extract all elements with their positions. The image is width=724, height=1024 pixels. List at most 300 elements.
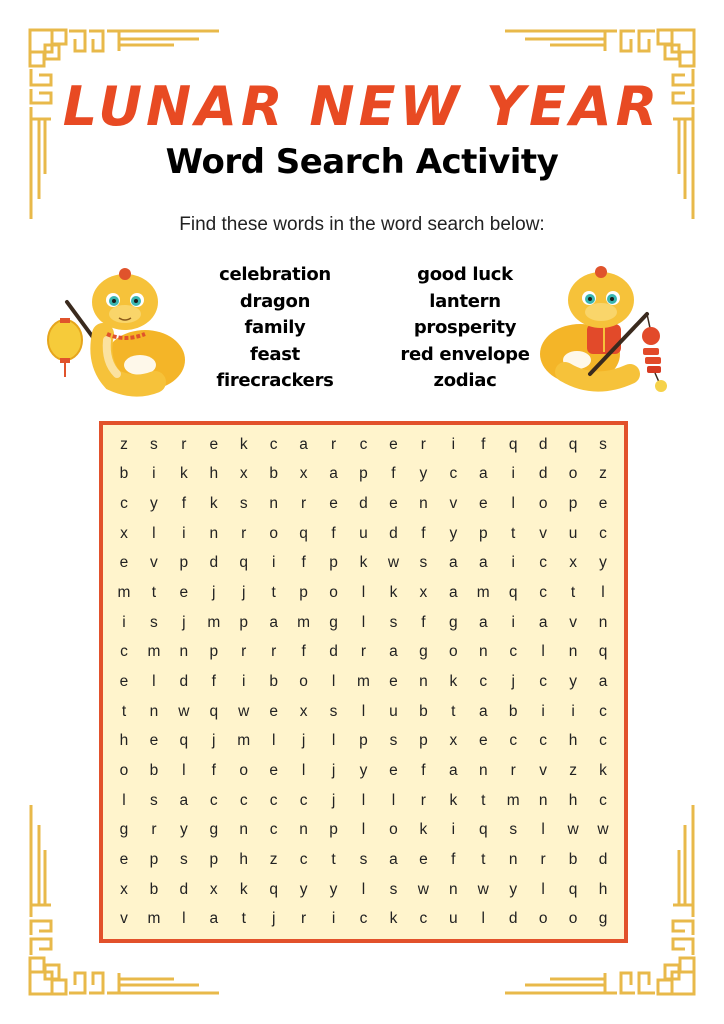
grid-cell[interactable]: c: [599, 791, 607, 809]
grid-cell[interactable]: w: [238, 702, 250, 720]
grid-cell[interactable]: r: [271, 643, 277, 661]
grid-cell[interactable]: j: [331, 791, 336, 809]
grid-cell[interactable]: z: [120, 435, 128, 453]
word-item: good luck: [417, 264, 513, 285]
grid-cell[interactable]: c: [120, 495, 128, 513]
grid-cell[interactable]: n: [419, 495, 428, 513]
grid-cell[interactable]: i: [182, 524, 186, 542]
grid-cell[interactable]: y: [329, 880, 338, 898]
grid-cell[interactable]: s: [389, 732, 398, 750]
grid-cell[interactable]: f: [391, 465, 396, 483]
grid-cell[interactable]: q: [209, 702, 219, 720]
grid-cell[interactable]: o: [329, 584, 338, 602]
grid-cell[interactable]: e: [478, 495, 488, 513]
grid-cell[interactable]: e: [269, 761, 278, 779]
grid-cell[interactable]: n: [568, 643, 578, 661]
grid-cell[interactable]: i: [511, 554, 515, 572]
grid-cell[interactable]: s: [329, 702, 338, 720]
grid-cell[interactable]: i: [511, 465, 515, 483]
grid-cell[interactable]: k: [209, 495, 218, 513]
grid-cell[interactable]: b: [119, 465, 129, 483]
word-search-grid: [99, 421, 628, 943]
grid-cell[interactable]: p: [359, 732, 368, 750]
grid-cell[interactable]: p: [568, 495, 578, 513]
grid-cell[interactable]: e: [209, 435, 219, 453]
grid-cell[interactable]: j: [242, 584, 246, 602]
grid-cell[interactable]: k: [239, 435, 248, 453]
grid-cell[interactable]: a: [449, 554, 458, 572]
grid-cell[interactable]: g: [419, 643, 428, 661]
grid-cell[interactable]: u: [389, 702, 398, 720]
grid-cell[interactable]: p: [329, 821, 338, 839]
grid-cell[interactable]: p: [478, 524, 488, 542]
grid-cell[interactable]: s: [239, 495, 248, 513]
grid-cell[interactable]: e: [119, 850, 129, 868]
grid-cell[interactable]: n: [538, 791, 548, 809]
grid-cell[interactable]: k: [389, 910, 398, 928]
grid-cell[interactable]: f: [181, 495, 186, 513]
grid-cell[interactable]: m: [357, 672, 370, 690]
word-item: family: [244, 317, 306, 338]
grid-cell[interactable]: r: [330, 435, 337, 453]
grid-cell[interactable]: t: [481, 850, 486, 868]
grid-cell[interactable]: z: [569, 761, 577, 779]
grid-cell[interactable]: b: [508, 702, 518, 720]
grid-cell[interactable]: m: [506, 791, 520, 809]
grid-cell[interactable]: c: [299, 791, 308, 809]
grid-cell[interactable]: o: [568, 910, 578, 928]
grid-cell[interactable]: v: [539, 761, 548, 779]
grid-cell[interactable]: y: [299, 880, 308, 898]
grid-cell[interactable]: i: [152, 465, 156, 483]
grid-cell[interactable]: l: [541, 821, 545, 839]
grid-cell[interactable]: x: [419, 584, 428, 602]
grid-cell[interactable]: s: [389, 880, 398, 898]
grid-cell[interactable]: z: [599, 465, 607, 483]
grid-cell[interactable]: d: [359, 495, 368, 513]
grid-cell[interactable]: f: [301, 643, 306, 661]
grid-cell[interactable]: l: [182, 910, 186, 928]
grid-cell[interactable]: w: [477, 880, 489, 898]
grid-cell[interactable]: f: [301, 554, 306, 572]
grid-cell[interactable]: l: [301, 761, 306, 779]
grid-cell[interactable]: f: [421, 761, 426, 779]
grid-cell[interactable]: n: [239, 821, 249, 839]
grid-cell[interactable]: q: [239, 554, 249, 572]
grid-cell[interactable]: l: [361, 702, 366, 720]
grid-cell[interactable]: x: [299, 465, 308, 483]
grid-cell[interactable]: y: [509, 880, 518, 898]
grid-cell[interactable]: r: [301, 910, 307, 928]
grid-cell[interactable]: c: [479, 672, 488, 690]
grid-cell[interactable]: l: [182, 761, 186, 779]
grid-cell[interactable]: l: [601, 584, 605, 602]
grid-cell[interactable]: t: [481, 791, 486, 809]
grid-cell[interactable]: o: [538, 495, 548, 513]
grid-cell[interactable]: l: [331, 732, 336, 750]
grid-cell[interactable]: r: [540, 850, 546, 868]
grid-cell[interactable]: a: [449, 584, 458, 602]
grid-cell[interactable]: t: [271, 584, 276, 602]
grid-cell[interactable]: h: [209, 465, 219, 483]
grid-cell[interactable]: i: [271, 554, 276, 572]
grid-cell[interactable]: f: [451, 850, 456, 868]
grid-cell[interactable]: y: [449, 524, 458, 542]
grid-cell[interactable]: j: [331, 761, 336, 779]
grid-cell[interactable]: g: [329, 613, 338, 631]
grid-cell[interactable]: k: [599, 761, 607, 779]
grid-cell[interactable]: e: [329, 495, 338, 513]
grid-cell[interactable]: y: [419, 465, 428, 483]
grid-cell[interactable]: s: [509, 821, 518, 839]
grid-cell[interactable]: r: [241, 643, 247, 661]
grid-cell[interactable]: x: [120, 880, 128, 898]
snake-mascot-right: [535, 262, 695, 397]
grid-cell[interactable]: e: [119, 672, 129, 690]
grid-cell[interactable]: j: [271, 910, 276, 928]
grid-cell[interactable]: p: [179, 554, 189, 572]
grid-cell[interactable]: l: [361, 821, 366, 839]
grid-cell[interactable]: w: [597, 821, 609, 839]
grid-cell[interactable]: b: [568, 850, 578, 868]
grid-cell[interactable]: d: [598, 850, 608, 868]
grid-cell[interactable]: c: [539, 672, 548, 690]
grid-cell[interactable]: x: [239, 465, 248, 483]
grid-cell[interactable]: s: [150, 791, 158, 809]
grid-cell[interactable]: c: [419, 910, 428, 928]
grid-cell[interactable]: p: [209, 850, 219, 868]
grid-cell[interactable]: c: [239, 791, 248, 809]
grid-cell[interactable]: i: [122, 613, 126, 631]
grid-cell[interactable]: f: [421, 524, 426, 542]
grid-cell[interactable]: v: [120, 910, 128, 928]
grid-cell[interactable]: x: [299, 702, 308, 720]
grid-cell[interactable]: n: [449, 880, 458, 898]
grid-cell[interactable]: a: [538, 613, 548, 631]
grid-cell[interactable]: e: [149, 732, 159, 750]
grid-cell[interactable]: l: [122, 791, 126, 809]
grid-cell[interactable]: l: [541, 880, 545, 898]
grid-cell[interactable]: c: [299, 850, 308, 868]
grid-cell[interactable]: h: [239, 850, 249, 868]
word-item: prosperity: [413, 317, 517, 338]
grid-cell[interactable]: r: [241, 524, 247, 542]
grid-cell[interactable]: c: [599, 702, 607, 720]
grid-cell[interactable]: o: [299, 672, 308, 690]
grid-cell[interactable]: l: [511, 495, 515, 513]
grid-cell[interactable]: r: [420, 435, 426, 453]
grid-cell[interactable]: d: [329, 643, 338, 661]
grid-cell[interactable]: m: [476, 584, 490, 602]
grid-cell[interactable]: d: [179, 672, 189, 690]
grid-cell[interactable]: f: [331, 524, 336, 542]
grid-cell[interactable]: c: [209, 791, 218, 809]
grid-cell[interactable]: e: [119, 554, 129, 572]
grid-cell[interactable]: k: [179, 465, 188, 483]
grid-cell[interactable]: r: [510, 761, 516, 779]
grid-cell[interactable]: i: [242, 672, 246, 690]
grid-cell[interactable]: i: [451, 435, 456, 453]
letter-grid: [109, 430, 618, 934]
grid-cell[interactable]: o: [239, 761, 249, 779]
grid-cell[interactable]: i: [511, 613, 515, 631]
grid-cell[interactable]: g: [598, 910, 608, 928]
grid-cell[interactable]: j: [212, 584, 216, 602]
grid-cell[interactable]: h: [568, 791, 578, 809]
grid-cell[interactable]: q: [179, 732, 189, 750]
grid-cell[interactable]: d: [179, 880, 189, 898]
grid-cell[interactable]: p: [209, 643, 219, 661]
grid-cell[interactable]: f: [481, 435, 486, 453]
word-item: dragon: [239, 290, 311, 312]
grid-cell[interactable]: n: [209, 524, 219, 542]
grid-cell[interactable]: m: [237, 732, 251, 750]
grid-cell[interactable]: o: [449, 643, 458, 661]
grid-cell[interactable]: q: [299, 524, 308, 542]
word-item: feast: [249, 343, 300, 365]
grid-cell[interactable]: a: [269, 613, 278, 631]
grid-cell[interactable]: s: [179, 850, 188, 868]
grid-cell[interactable]: k: [449, 791, 458, 809]
grid-cell[interactable]: a: [389, 643, 398, 661]
grid-cell[interactable]: t: [451, 702, 456, 720]
grid-cell[interactable]: a: [478, 702, 488, 720]
grid-cell[interactable]: w: [417, 880, 429, 898]
grid-cell[interactable]: t: [511, 524, 516, 542]
grid-cell[interactable]: a: [209, 910, 219, 928]
grid-cell[interactable]: i: [331, 910, 336, 928]
grid-cell[interactable]: b: [149, 761, 159, 779]
grid-cell[interactable]: n: [179, 643, 189, 661]
grid-cell[interactable]: q: [598, 643, 608, 661]
grid-cell[interactable]: d: [508, 910, 518, 928]
grid-cell[interactable]: k: [389, 584, 398, 602]
grid-cell[interactable]: j: [212, 732, 216, 750]
grid-cell[interactable]: c: [269, 435, 278, 453]
grid-cell[interactable]: q: [269, 880, 278, 898]
grid-cell[interactable]: a: [299, 435, 308, 453]
grid-cell[interactable]: r: [151, 821, 157, 839]
grid-cell[interactable]: p: [149, 850, 159, 868]
grid-cell[interactable]: d: [538, 435, 548, 453]
grid-cell[interactable]: n: [149, 702, 159, 720]
grid-cell[interactable]: e: [598, 495, 608, 513]
grid-cell[interactable]: b: [149, 880, 159, 898]
grid-cell[interactable]: e: [389, 435, 398, 453]
grid-cell[interactable]: c: [539, 732, 548, 750]
grid-cell[interactable]: v: [569, 613, 577, 631]
grid-cell[interactable]: j: [511, 672, 515, 690]
grid-cell[interactable]: x: [120, 524, 128, 542]
grid-cell[interactable]: i: [451, 821, 456, 839]
grid-cell[interactable]: q: [508, 435, 518, 453]
grid-cell[interactable]: n: [478, 761, 488, 779]
grid-cell[interactable]: w: [387, 554, 400, 572]
grid-cell[interactable]: p: [419, 732, 428, 750]
grid-cell[interactable]: r: [420, 791, 426, 809]
grid-cell[interactable]: u: [359, 524, 368, 542]
grid-cell[interactable]: l: [361, 584, 366, 602]
grid-cell[interactable]: y: [359, 761, 368, 779]
grid-cell[interactable]: j: [182, 613, 186, 631]
grid-cell[interactable]: b: [419, 702, 428, 720]
grid-cell[interactable]: q: [568, 435, 578, 453]
grid-cell[interactable]: p: [359, 465, 368, 483]
grid-cell[interactable]: v: [449, 495, 458, 513]
grid-cell[interactable]: j: [301, 732, 306, 750]
grid-cell[interactable]: f: [421, 613, 426, 631]
grid-cell[interactable]: p: [329, 554, 338, 572]
grid-cell[interactable]: q: [478, 821, 488, 839]
grid-cell[interactable]: t: [241, 910, 246, 928]
grid-cell[interactable]: e: [269, 702, 278, 720]
grid-cell[interactable]: t: [121, 702, 127, 720]
grid-cell[interactable]: c: [599, 732, 607, 750]
grid-cell[interactable]: x: [569, 554, 577, 572]
grid-cell[interactable]: q: [508, 584, 518, 602]
grid-cell[interactable]: t: [570, 584, 576, 602]
grid-cell[interactable]: y: [599, 554, 607, 572]
grid-cell[interactable]: v: [539, 524, 548, 542]
grid-cell[interactable]: b: [269, 465, 278, 483]
grid-cell[interactable]: n: [299, 821, 308, 839]
grid-cell[interactable]: t: [331, 850, 336, 868]
grid-cell[interactable]: e: [389, 495, 398, 513]
grid-cell[interactable]: y: [179, 821, 188, 839]
grid-cell[interactable]: r: [360, 643, 367, 661]
grid-cell[interactable]: c: [509, 643, 518, 661]
grid-cell[interactable]: m: [297, 613, 311, 631]
grid-cell[interactable]: h: [119, 732, 129, 750]
grid-cell[interactable]: o: [119, 761, 129, 779]
grid-cell[interactable]: u: [449, 910, 458, 928]
grid-cell[interactable]: k: [239, 880, 248, 898]
grid-cell[interactable]: l: [271, 732, 276, 750]
grid-cell[interactable]: l: [391, 791, 396, 809]
grid-cell[interactable]: t: [151, 584, 157, 602]
grid-cell[interactable]: s: [599, 435, 607, 453]
grid-cell[interactable]: o: [389, 821, 398, 839]
grid-cell[interactable]: e: [179, 584, 189, 602]
grid-cell[interactable]: s: [389, 613, 398, 631]
grid-cell[interactable]: x: [449, 732, 458, 750]
grid-cell[interactable]: f: [211, 672, 216, 690]
grid-cell[interactable]: o: [269, 524, 278, 542]
grid-cell[interactable]: m: [147, 643, 161, 661]
grid-cell[interactable]: a: [449, 761, 458, 779]
grid-cell[interactable]: n: [478, 643, 488, 661]
grid-cell[interactable]: i: [541, 702, 545, 720]
grid-cell[interactable]: a: [478, 465, 488, 483]
grid-cell[interactable]: r: [301, 495, 307, 513]
word-item: celebration: [219, 264, 331, 285]
grid-cell[interactable]: a: [389, 850, 398, 868]
grid-cell[interactable]: c: [269, 821, 278, 839]
grid-cell[interactable]: c: [269, 791, 278, 809]
grid-cell[interactable]: n: [598, 613, 608, 631]
grid-cell[interactable]: l: [541, 643, 545, 661]
grid-cell[interactable]: l: [361, 880, 366, 898]
grid-cell[interactable]: k: [359, 554, 368, 572]
grid-cell[interactable]: e: [389, 761, 398, 779]
grid-cell[interactable]: p: [239, 613, 249, 631]
grid-cell[interactable]: w: [178, 702, 190, 720]
grid-cell[interactable]: m: [207, 613, 221, 631]
grid-cell[interactable]: x: [209, 880, 218, 898]
grid-cell[interactable]: l: [152, 524, 156, 542]
grid-cell[interactable]: m: [147, 910, 161, 928]
grid-cell[interactable]: h: [568, 732, 578, 750]
grid-cell[interactable]: s: [419, 554, 428, 572]
grid-cell[interactable]: g: [119, 821, 129, 839]
grid-cell[interactable]: r: [181, 435, 187, 453]
grid-cell[interactable]: q: [568, 880, 578, 898]
grid-cell[interactable]: u: [568, 524, 578, 542]
grid-cell[interactable]: n: [419, 672, 428, 690]
grid-cell[interactable]: a: [598, 672, 608, 690]
grid-cell[interactable]: c: [539, 554, 548, 572]
grid-cell[interactable]: a: [478, 554, 488, 572]
grid-cell[interactable]: s: [150, 613, 158, 631]
grid-cell[interactable]: c: [359, 435, 368, 453]
grid-cell[interactable]: e: [419, 850, 428, 868]
grid-cell[interactable]: s: [150, 435, 158, 453]
grid-cell[interactable]: w: [567, 821, 579, 839]
grid-cell[interactable]: d: [389, 524, 398, 542]
grid-cell[interactable]: e: [389, 672, 398, 690]
grid-cell[interactable]: a: [179, 791, 189, 809]
grid-cell[interactable]: p: [299, 584, 308, 602]
grid-cell[interactable]: y: [569, 672, 577, 690]
grid-cell[interactable]: l: [152, 672, 156, 690]
grid-cell[interactable]: o: [538, 910, 548, 928]
grid-cell[interactable]: y: [150, 495, 158, 513]
grid-cell[interactable]: z: [269, 850, 278, 868]
grid-cell[interactable]: c: [120, 643, 128, 661]
grid-cell[interactable]: a: [329, 465, 338, 483]
grid-cell[interactable]: f: [211, 761, 216, 779]
grid-cell[interactable]: c: [599, 524, 607, 542]
grid-cell[interactable]: c: [449, 465, 458, 483]
word-item: lantern: [429, 290, 501, 312]
grid-cell[interactable]: c: [539, 584, 548, 602]
grid-cell[interactable]: o: [568, 465, 578, 483]
grid-cell[interactable]: l: [361, 791, 366, 809]
grid-cell[interactable]: g: [209, 821, 219, 839]
grid-cell[interactable]: l: [481, 910, 485, 928]
grid-cell[interactable]: n: [508, 850, 518, 868]
grid-cell[interactable]: b: [269, 672, 278, 690]
grid-cell[interactable]: v: [150, 554, 158, 572]
grid-cell[interactable]: k: [419, 821, 428, 839]
grid-cell[interactable]: m: [117, 584, 131, 602]
grid-cell[interactable]: a: [478, 613, 488, 631]
grid-cell[interactable]: d: [209, 554, 219, 572]
grid-cell[interactable]: s: [359, 850, 368, 868]
grid-cell[interactable]: g: [449, 613, 458, 631]
grid-cell[interactable]: l: [361, 613, 366, 631]
grid-cell[interactable]: c: [359, 910, 368, 928]
grid-cell[interactable]: n: [269, 495, 278, 513]
grid-cell[interactable]: e: [478, 732, 488, 750]
grid-cell[interactable]: c: [509, 732, 518, 750]
grid-cell[interactable]: d: [538, 465, 548, 483]
page-title: LUNAR NEW YEAR: [62, 75, 662, 138]
grid-cell[interactable]: i: [571, 702, 575, 720]
grid-cell[interactable]: h: [598, 880, 608, 898]
grid-cell[interactable]: l: [331, 672, 336, 690]
grid-cell[interactable]: k: [449, 672, 458, 690]
